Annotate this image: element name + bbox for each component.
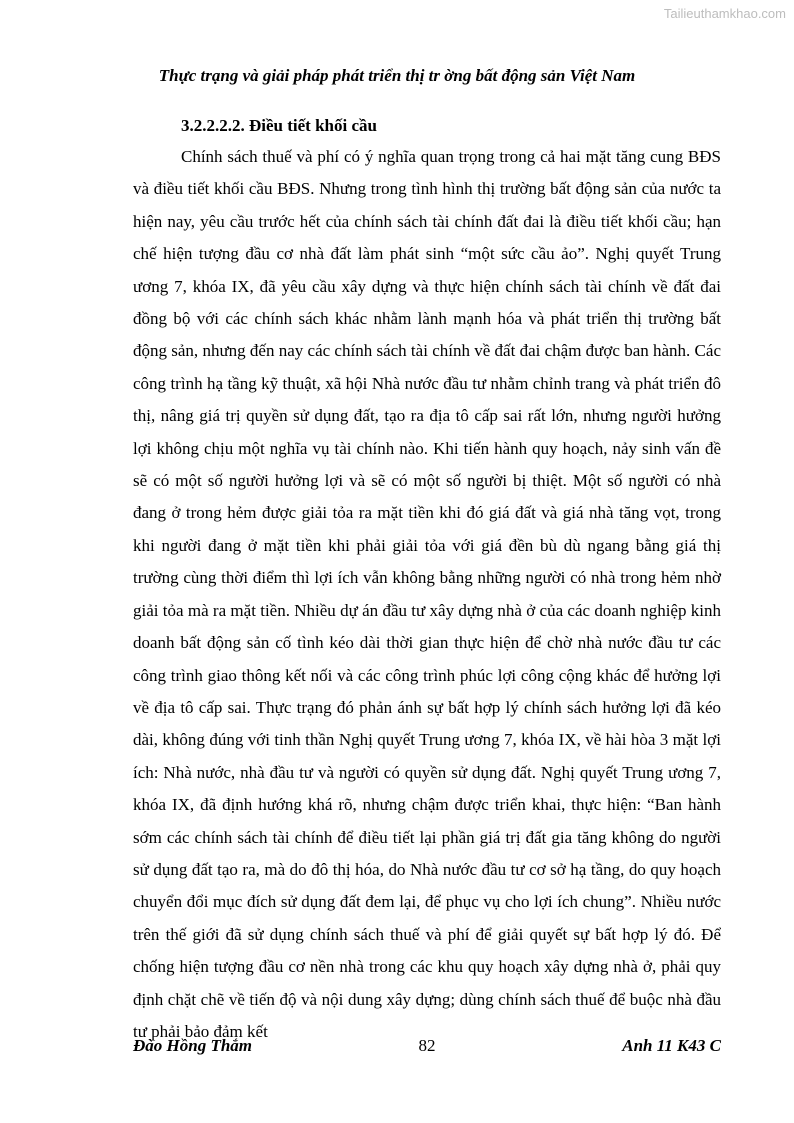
section-heading: 3.2.2.2.2. Điều tiết khối cầu: [181, 116, 377, 135]
watermark: Tailieuthamkhao.com: [663, 6, 786, 21]
page-number: 82: [418, 1036, 436, 1055]
body-paragraph: Chính sách thuế và phí có ý nghĩa quan trọng trong cả hai mặt tăng cung BĐS và điều tiết khối cầu BĐS. Nhưng trong tình hình thị trường bất động sản của nước ta hiện nay, yêu cầu trước hết của chính sách tài chính đất đai là điều tiết khối cầu; hạn chế hiện tượng đầu cơ nhà đất làm phát sinh “một sức cầu ảo”. Nghị quyết Trung ương 7, khóa IX, đã yêu cầu xây dựng và thực hiện chính sách tài chính về đất đai đồng bộ với các chính sách khác nhằm lành mạnh hóa và phát triển thị trường bất động sản, nhưng đến nay các chính sách tài chính về đất đai chậm được ban hành. Các công trình hạ tầng kỹ thuật, xã hội Nhà nước đầu tư nhằm chỉnh trang và phát triển đô thị, nâng giá trị quyền sử dụng đất, tạo ra địa tô cấp sai rất lớn, nhưng người hưởng lợi không chịu một nghĩa vụ tài chính nào. Khi tiến hành quy hoạch, nảy sinh vấn đề sẽ có một số người hưởng lợi và sẽ có một số người bị thiệt. Một số người có nhà đang ở trong hẻm được giải tỏa ra mặt tiền khi đó giá đất và giá nhà tăng vọt, trong khi người đang ở mặt tiền khi phải giải tỏa với giá đền bù dù ngang bằng giá thị trường cùng thời điểm thì lợi ích vẫn không bằng những người có nhà trong hẻm nhờ giải tỏa mà ra mặt tiền. Nhiều dự án đầu tư xây dựng nhà ở của các doanh nghiệp kinh doanh bất động sản cố tình kéo dài thời gian thực hiện để chờ nhà nước đầu tư các công trình giao thông kết nối và các công trình phúc lợi công cộng khác để hưởng lợi về địa tô cấp sai. Thực trạng đó phản ánh sự bất hợp lý chính sách hưởng lợi đã kéo dài, không đúng với tinh thần Nghị quyết Trung ương 7, khóa IX, về hài hòa 3 mặt lợi ích: Nhà nước, nhà đầu tư và người có quyền sử dụng đất. Nghị quyết Trung ương 7, khóa IX, đã định hướng khá rõ, nhưng chậm được triển khai, thực hiện: “Ban hành sớm các chính sách tài chính để điều tiết lại phần giá trị đất gia tăng không do người sử dụng đất tạo ra, mà do đô thị hóa, do Nhà nước đầu tư cơ sở hạ tầng, do quy hoạch chuyển đổi mục đích sử dụng đất đem lại, để phục vụ cho lợi ích chung”. Nhiều nước trên thế giới đã sử dụng chính sách thuế và phí để giải quyết sự bất hợp lý đó. Để chống hiện tượng đầu cơ nền nhà trong các khu quy hoạch xây dựng nhà ở, phải quy định chặt chẽ về tiến độ và nội dung xây dựng; dùng chính sách thuế để buộc nhà đầu tư phải bảo đảm kết: [133, 147, 721, 1041]
footer-author: Đào Hồng Thắm: [133, 1036, 253, 1055]
footer-class-code: Anh 11 K43 C: [622, 1036, 721, 1055]
running-header: Thực trạng và giải pháp phát triển thị tr ờng bất động sản Việt Nam: [158, 66, 636, 85]
